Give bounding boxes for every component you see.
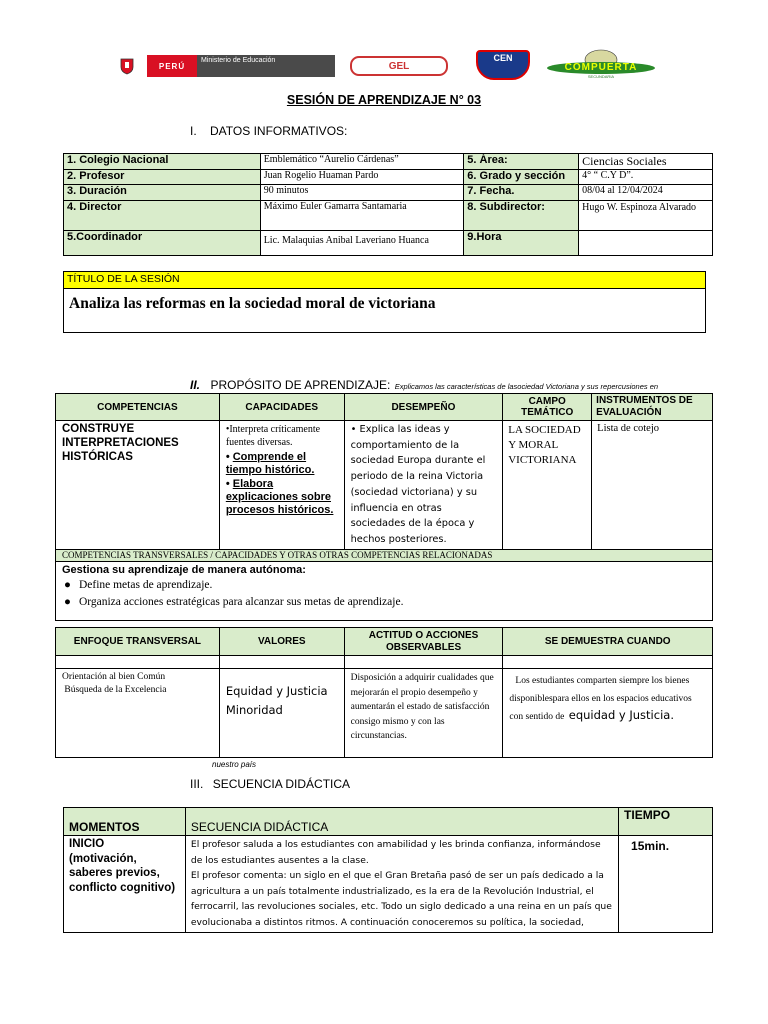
datos-value: Lic. Malaquias Anibal Laveriano Huanca [260, 231, 464, 256]
section-2-title: PROPÓSITO DE APRENDIZAJE: [210, 378, 391, 392]
col-header-actitud: ACTITUD O ACCIONES OBSERVABLES [344, 628, 503, 656]
desempeno-bullet: • [350, 424, 357, 435]
compuerta-label: COMPUERTA [564, 62, 638, 73]
section-3-number: III. [190, 777, 204, 791]
datos-row [64, 170, 713, 185]
col-header-secuencia: SECUENCIA DIDÁCTICA [185, 808, 618, 836]
capacidad-item [226, 478, 338, 517]
enfoque-table [55, 627, 713, 758]
datos-label: 6. Grado y sección [464, 170, 579, 185]
peru-shield-icon [107, 55, 147, 77]
capacidad-text: Comprende el tiempo histórico. [225, 451, 315, 476]
cen-label: CEN [493, 53, 513, 63]
nuestro-pais-note: nuestro país [212, 760, 257, 769]
enfoque-line: Búsqueda de la Excelencia [62, 685, 167, 695]
section-2-heading [190, 376, 658, 394]
gestiona-cell [56, 561, 713, 620]
datos-value: Hugo W. Espinoza Alvarado [579, 201, 713, 231]
bullet-icon: ● [64, 595, 71, 608]
section-3-heading [190, 777, 350, 791]
col-header-demuestra: SE DEMUESTRA CUANDO [503, 628, 713, 656]
datos-value: Máximo Euler Gamarra Santamaria [260, 201, 464, 231]
col-header-capacidades: CAPACIDADES [219, 394, 344, 421]
demuestra-text: Los estudiantes comparten siempre los bienes disponiblespara ellos en los espacios educativos con sentido de [509, 676, 692, 722]
datos-label: 1. Colegio Nacional [64, 154, 261, 170]
section-3-title: SECUENCIA DIDÁCTICA [212, 777, 351, 791]
col-header-enfoque: ENFOQUE TRANSVERSAL [56, 628, 220, 656]
datos-value: 08/04 al 12/04/2024 [579, 185, 713, 201]
capacidades-cell [219, 421, 344, 550]
gestiona-item [62, 594, 706, 611]
gel-label: GEL [388, 60, 410, 72]
section-2-number: II. [190, 378, 201, 392]
datos-value: 4° “ C.Y D”. [579, 170, 713, 185]
proposito-table [55, 393, 713, 621]
peru-label: PERÚ [147, 55, 197, 77]
datos-label: 4. Director [64, 201, 261, 231]
capacidad-bullet: • [225, 478, 230, 490]
col-header-competencias: COMPETENCIAS [56, 394, 220, 421]
gestiona-item-text: Define metas de aprendizaje. [78, 578, 213, 591]
datos-value: Emblemático “Aurelio Cárdenas” [260, 154, 464, 170]
section-1-number: I. [190, 124, 197, 138]
instrumento-cell: Lista de cotejo [592, 421, 713, 550]
datos-value: 90 minutos [260, 185, 464, 201]
momento-title: INICIO [69, 838, 105, 850]
datos-value [579, 231, 713, 256]
competencia-cell: CONSTRUYE INTERPRETACIONES HISTÓRICAS [56, 421, 220, 550]
secuencia-table [63, 807, 713, 933]
datos-label: 5.Coordinador [64, 231, 261, 256]
gestiona-item-text: Organiza acciones estratégicas para alcanzar sus metas de aprendizaje. [78, 595, 404, 608]
datos-label: 5. Área: [464, 154, 579, 170]
titulo-sesion-table [63, 271, 706, 333]
tiempo-cell: 15min. [619, 836, 713, 933]
section-1-title: DATOS INFORMATIVOS: [210, 124, 348, 138]
gel-logo [350, 56, 448, 76]
col-header-desempeno: DESEMPEÑO [344, 394, 503, 421]
secuencia-cell [185, 836, 618, 933]
datos-value: Juan Rogelio Huaman Pardo [260, 170, 464, 185]
col-header-valores: VALORES [219, 628, 344, 656]
campo-tematico-cell: LA SOCIEDAD Y MORAL VICTORIANA [503, 421, 592, 550]
datos-label: 8. Subdirector: [464, 201, 579, 231]
titulo-sesion-label: TÍTULO DE LA SESIÓN [64, 272, 706, 289]
datos-row [64, 185, 713, 201]
enfoque-line: Orientación al bien Común [62, 672, 166, 682]
col-header-tiempo: TIEMPO [619, 808, 713, 836]
momento-subtitle: (motivación, saberes previos, conflicto cognitivo) [69, 852, 176, 894]
col-header-momentos: MOMENTOS [64, 808, 186, 836]
demuestra-cell [503, 669, 713, 758]
ministerio-label: Ministerio de Educación [201, 57, 276, 64]
datos-label: 7. Fecha. [464, 185, 579, 201]
section-2-subtitle: Explicamos las características de lasociedad Victoriana y sus repercusiones en [394, 382, 659, 391]
datos-table [63, 153, 713, 256]
gestiona-title: Gestiona su aprendizaje de manera autónoma: [62, 563, 306, 576]
desempeno-text: Explica las ideas y comportamiento de la sociedad Europa durante el periodo de la reina Victoria (sociedad victoriana) y su influencia en otras sociedades de la época y hechos posteriores. [350, 424, 486, 545]
col-header-campo: CAMPO TEMÁTICO [503, 394, 592, 421]
demuestra-emphasis: equidad y Justicia. [568, 708, 674, 722]
datos-row [64, 231, 713, 256]
datos-value: Ciencias Sociales [579, 154, 713, 170]
datos-row [64, 201, 713, 231]
datos-label: 2. Profesor [64, 170, 261, 185]
transversales-label: COMPETENCIAS TRANSVERSALES / CAPACIDADES Y OTRAS OTRAS COMPETENCIAS RELACIONADAS [56, 549, 713, 561]
col-header-instrumentos: INSTRUMENTOS DE EVALUACIÓN [592, 394, 713, 421]
datos-row [64, 154, 713, 170]
momento-cell [64, 836, 186, 933]
valores-cell: Equidad y Justicia Minoridad [219, 669, 344, 758]
compuerta-logo [546, 48, 656, 78]
page-title: SESIÓN DE APRENDIZAJE N° 03 [286, 93, 482, 107]
bullet-icon: ● [64, 578, 71, 591]
titulo-sesion-value: Analiza las reformas en la sociedad moral de victoriana [64, 289, 706, 333]
capacidad-text: Elabora explicaciones sobre procesos históricos. [225, 478, 334, 516]
compuerta-sub: SECUNDARIA [587, 74, 615, 79]
secuencia-paragraph: El profesor saluda a los estudiantes con amabilidad y les brinda confianza, informándose de los estudiantes ausentes a la clase. [190, 839, 601, 866]
secuencia-paragraph: El profesor comenta: un siglo en el que el Gran Bretaña pasó de ser un país dedicado a la agricultura a un país totalmente industrializado, es la era de la Revolución Industrial, el ferrocarril, las revoluciones sociales, etc. Todo un siglo dedicado a una reina en un país que evolucionaba a distintos ritmos. A continuación conoceremos su política, la sociedad, [190, 870, 612, 928]
enfoque-cell [56, 669, 220, 758]
datos-label: 9.Hora [464, 231, 579, 256]
cen-logo [476, 50, 530, 80]
capacidad-bullet: • [225, 451, 230, 463]
capacidad-item: •Interpreta críticamente fuentes diversas. [225, 424, 321, 448]
actitud-cell: Disposición a adquirir cualidades que mejorarán el propio desempeño y aumentarán el estado de satisfacción consigo mismo y con las circunstancias. [344, 669, 503, 758]
datos-label: 3. Duración [64, 185, 261, 201]
section-1-heading [190, 124, 347, 138]
desempeno-cell [344, 421, 503, 550]
gestiona-item [62, 577, 706, 594]
minedu-logo [107, 55, 335, 77]
capacidad-item [226, 451, 338, 477]
